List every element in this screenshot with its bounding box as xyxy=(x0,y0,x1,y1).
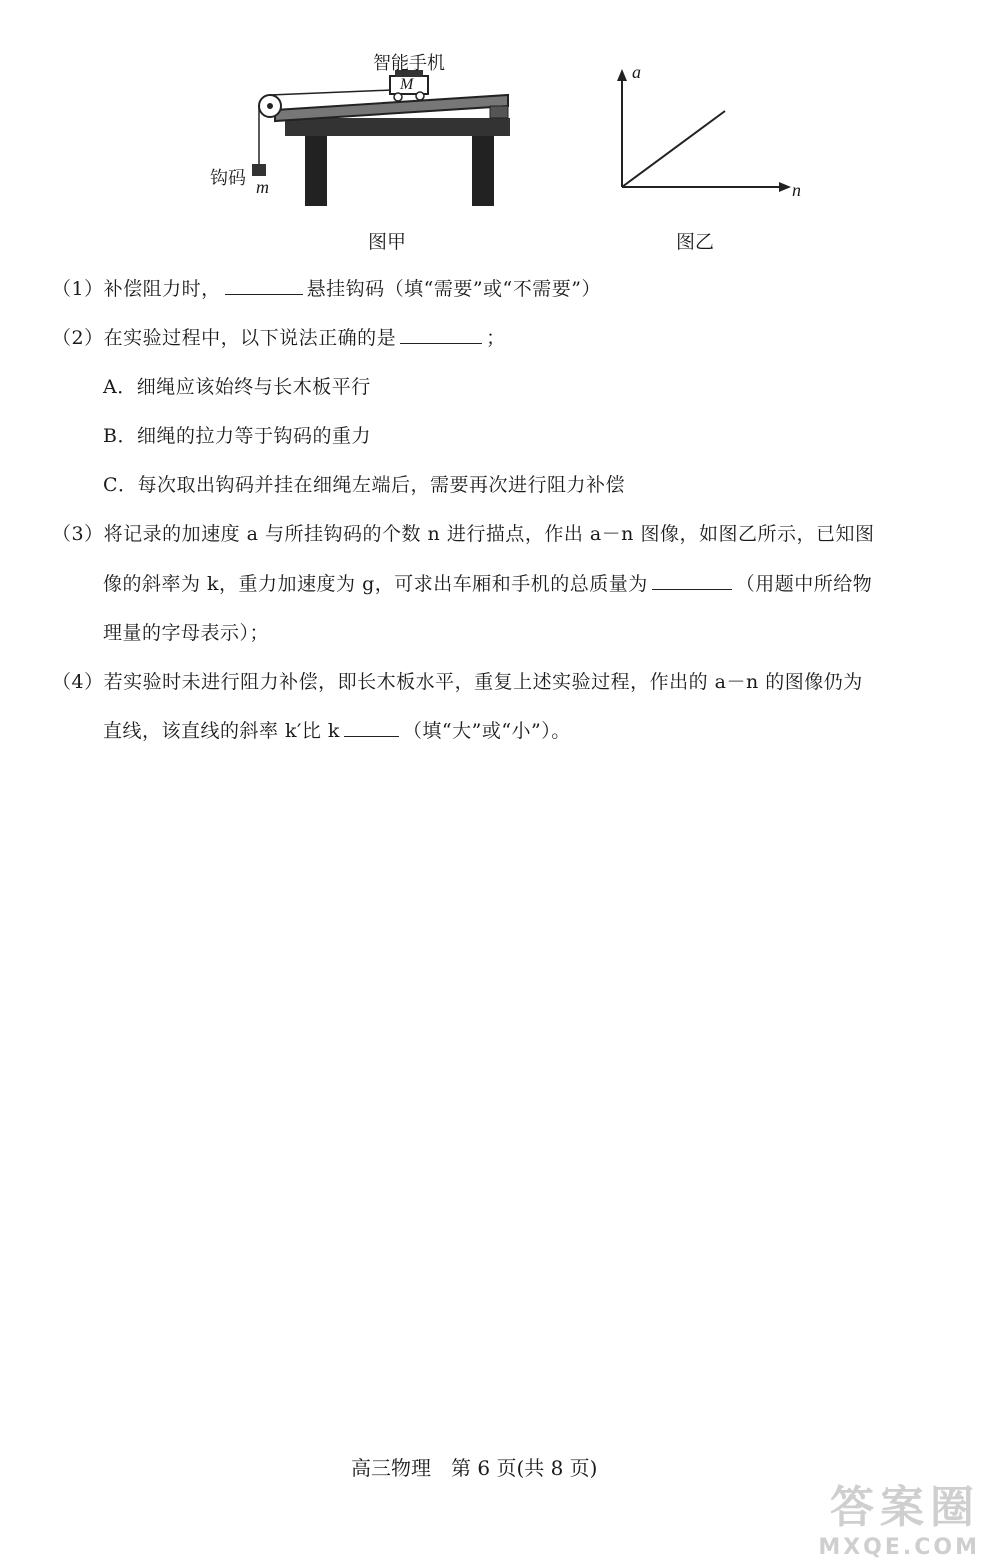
figure-a-n-graph xyxy=(605,65,805,200)
watermark-top: 答案圈 xyxy=(830,1482,980,1533)
x-axis-label: n xyxy=(792,180,801,200)
q4-blank[interactable] xyxy=(344,718,399,737)
wedge-block xyxy=(490,106,508,118)
table-leg-left xyxy=(305,136,327,206)
x-axis-arrow-icon xyxy=(779,182,791,192)
q1-text-after: 悬挂钩码（填“需要”或“不需要”） xyxy=(306,278,601,300)
figure-apparatus xyxy=(200,40,520,215)
q2-option-c[interactable]: C．每次取出钩码并挂在细绳左端后，需要再次进行阻力补偿 xyxy=(103,474,626,496)
q2-text-before: 在实验过程中，以下说法正确的是 xyxy=(103,327,397,349)
figure-b-caption: 图乙 xyxy=(676,231,715,253)
q1-number: （1） xyxy=(52,278,104,300)
q2-option-a[interactable]: A．细绳应该始终与长木板平行 xyxy=(103,376,371,398)
table-top xyxy=(285,118,510,136)
q3-blank[interactable] xyxy=(652,571,732,590)
q2-option-b[interactable]: B．细绳的拉力等于钩码的重力 xyxy=(103,425,371,447)
watermark-logo xyxy=(818,1471,980,1560)
page-footer: 高三物理 第 6 页(共 8 页) xyxy=(351,1456,598,1480)
question-3-line-2 xyxy=(103,569,872,596)
cart-mass-label: M xyxy=(400,76,414,93)
q1-blank[interactable] xyxy=(225,276,303,295)
question-4-line-1 xyxy=(52,667,863,694)
question-3-line-3: 理量的字母表示）； xyxy=(103,622,270,644)
q4-line-2-after: （填“大”或“小”）。 xyxy=(402,720,571,742)
figure-a-caption: 图甲 xyxy=(368,231,407,253)
question-2 xyxy=(52,323,506,350)
q1-text-before: 补偿阻力时， xyxy=(103,278,221,300)
q4-number: （4） xyxy=(52,671,104,693)
inclined-board xyxy=(275,95,508,121)
question-4-line-2 xyxy=(103,716,571,743)
graph-line xyxy=(622,111,725,187)
table-leg-right xyxy=(472,136,494,206)
q3-number: （3） xyxy=(52,523,104,545)
watermark-bottom: MXQE.COM xyxy=(818,1535,980,1560)
q3-line-2-after: （用题中所给物 xyxy=(735,573,873,595)
q2-blank[interactable] xyxy=(400,325,482,344)
question-3-line-1 xyxy=(52,519,874,546)
q2-text-after: ； xyxy=(486,327,506,349)
q4-line-2-before: 直线，该直线的斜率 k′比 k xyxy=(103,720,340,742)
q4-line-1-text: 若实验时未进行阻力补偿，即长木板水平，重复上述实验过程，作出的 a－n 的图像仍为 xyxy=(103,671,863,693)
hook-label: 钩码 xyxy=(210,168,246,189)
hook-weight xyxy=(252,164,266,176)
question-1 xyxy=(52,274,601,301)
phone-label: 智能手机 xyxy=(373,53,445,74)
y-axis-arrow-icon xyxy=(617,69,627,81)
q3-line-1-text: 将记录的加速度 a 与所挂钩码的个数 n 进行描点，作出 a－n 图像，如图乙所示，已知图 xyxy=(103,523,875,545)
q3-line-2-before: 像的斜率为 k，重力加速度为 g，可求出车厢和手机的总质量为 xyxy=(103,573,648,595)
y-axis-label: a xyxy=(632,62,641,82)
hook-mass-label: m xyxy=(256,177,269,197)
q2-number: （2） xyxy=(52,327,104,349)
